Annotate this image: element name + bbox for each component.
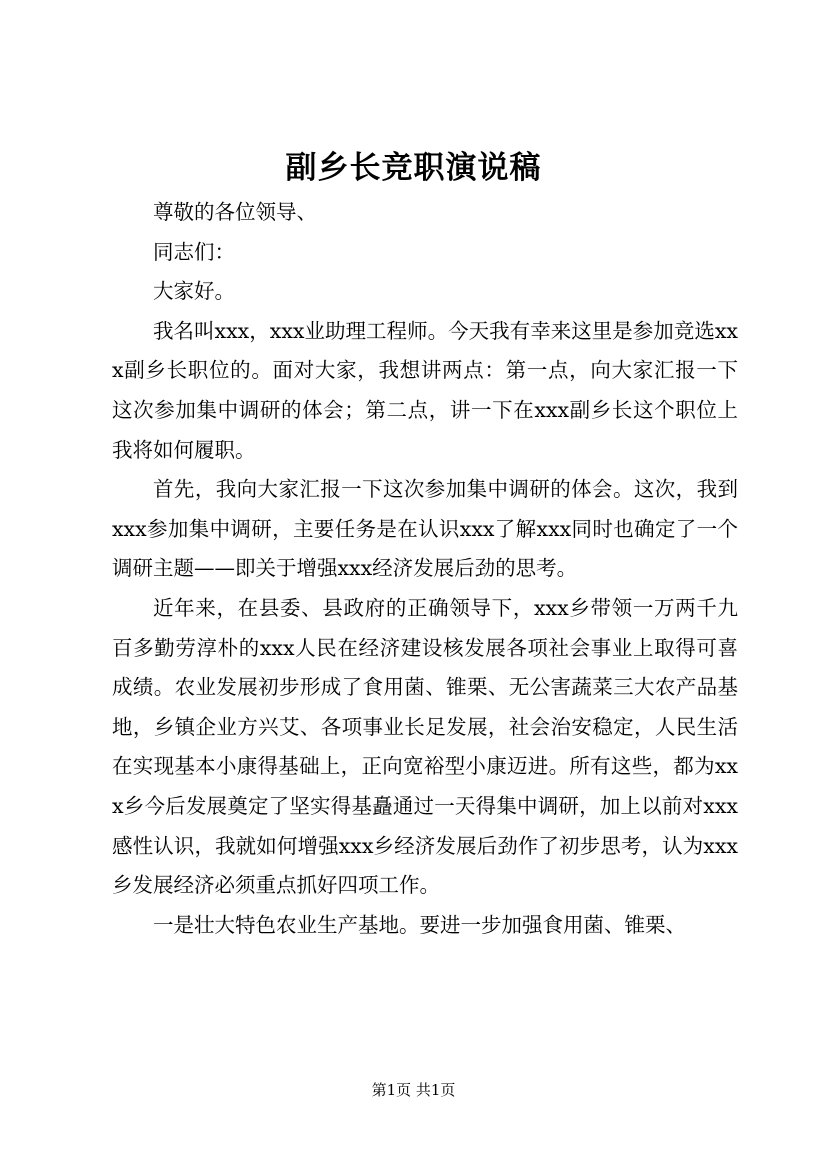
page-footer: 第1页 共1页 bbox=[371, 1081, 456, 1099]
body-paragraph: 首先，我向大家汇报一下这次参加集中调研的体会。这次，我到xxx参加集中调研，主要任务是在认识xxx了解xxx同时也确定了一个调研主题——即关于增强xxx经济发展后劲的思考。 bbox=[112, 477, 738, 581]
body-paragraph: 一是壮大特色农业生产基地。要进一步加强食用菌、锥栗、 bbox=[153, 912, 686, 937]
document-body bbox=[112, 193, 738, 945]
greeting-paragraph: 大家好。 bbox=[153, 279, 235, 304]
document-title: 副乡长竞职演说稿 bbox=[285, 150, 542, 186]
body-paragraph: 我名叫xxx，xxx业助理工程师。今天我有幸来这里是参加竞选xxx副乡长职位的。面对大家，我想讲两点：第一点，向大家汇报一下这次参加集中调研的体会；第二点，讲一下在xxx副乡长这个职位上我将如何履职。 bbox=[112, 318, 738, 462]
salutation-line-2: 同志们： bbox=[153, 239, 235, 264]
salutation-line-1: 尊敬的各位领导、 bbox=[153, 200, 317, 224]
body-paragraph: 近年来，在县委、县政府的正确领导下，xxx乡带领一万两千九百多勤劳淳朴的xxx人民在经济建设核发展各项社会事业上取得可喜成绩。农业发展初步形成了食用菌、锥栗、无公害蔬菜三大农产品基地，乡镇企业方兴艾、各项事业长足发展，社会治安稳定，人民生活在实现基本小康得基础上，正向宽裕型小康迈进。所有这些，都为xxx乡今后发展奠定了坚实得基矗通过一天得集中调研，加上以前对xxx感性认识，我就如何增强xxx乡经济发展后劲作了初步思考，认为xxx乡发展经济必须重点抓好四项工作。 bbox=[112, 595, 738, 898]
